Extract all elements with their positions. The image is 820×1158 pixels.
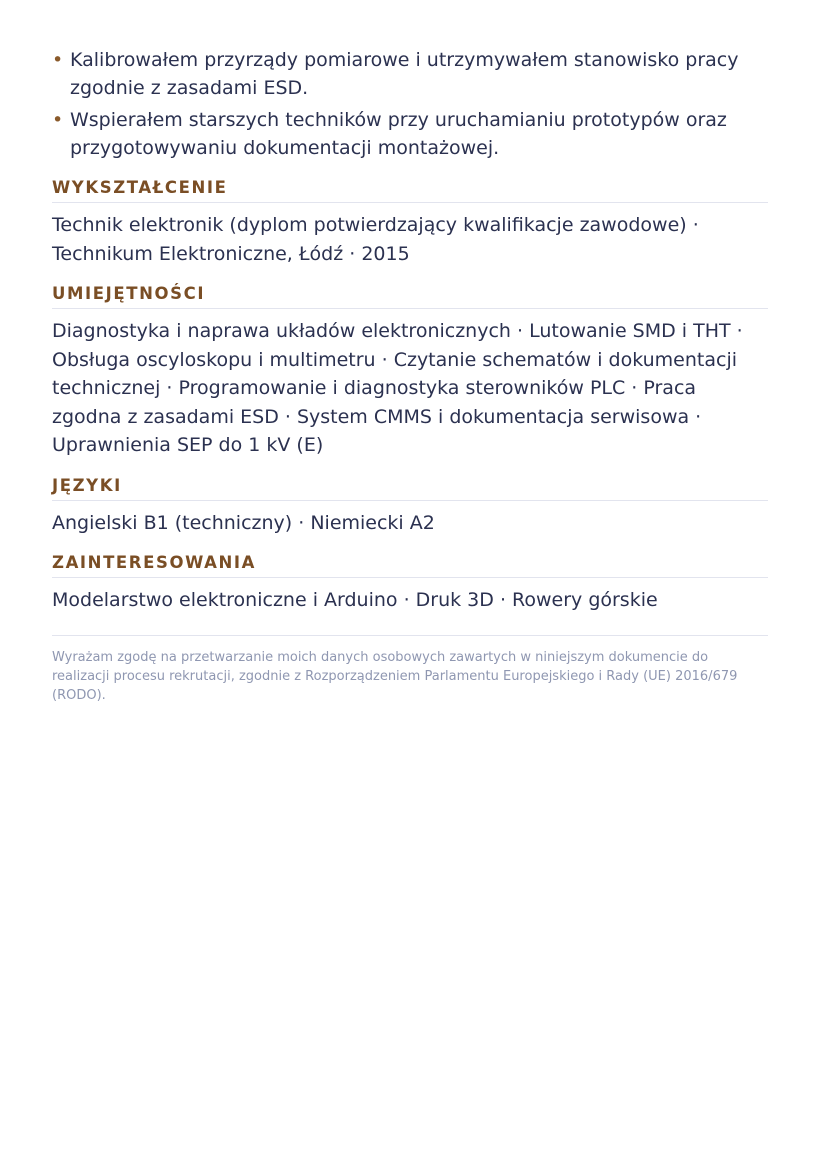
- skills-text: Diagnostyka i naprawa układów elektronicznych · Lutowanie SMD i THT · Obsługa oscyloskopu i multimetru · Czytanie schematów i dokumentacji technicznej · Programowanie i diagnostyka sterowników PLC · Praca zgodna z zasadami ESD · System CMMS i dokumentacja serwisowa · Uprawnienia SEP do 1 kV (E): [52, 320, 743, 456]
- languages-section: [52, 476, 768, 538]
- education-section: [52, 178, 768, 268]
- experience-bullet-text: Wspierałem starszych techników przy uruchamianiu prototypów oraz przygotowywaniu dokumentacji montażowej.: [70, 109, 727, 159]
- education-text: Technik elektronik (dyplom potwierdzający kwalifikacje zawodowe) · Technikum Elektroniczne, Łódź · 2015: [52, 214, 699, 265]
- experience-bullet-text: Kalibrowałem przyrządy pomiarowe i utrzymywałem stanowisko pracy zgodnie z zasadami ESD.: [70, 49, 739, 99]
- experience-bullet: [52, 106, 768, 162]
- bullet-icon: •: [52, 109, 64, 131]
- languages-heading: JĘZYKI: [52, 476, 768, 501]
- bullet-icon: •: [52, 49, 64, 71]
- experience-bullet: [52, 46, 768, 102]
- gdpr-consent-clause: Wyrażam zgodę na przetwarzanie moich danych osobowych zawartych w niniejszym dokumencie do realizacji procesu rekrutacji, zgodnie z Rozporządzeniem Parlamentu Europejskiego i Rady (UE) 2016/679 (RODO).: [52, 635, 768, 705]
- skills-section: [52, 284, 768, 460]
- languages-text: Angielski B1 (techniczny) · Niemiecki A2: [52, 511, 435, 534]
- interests-text: Modelarstwo elektroniczne i Arduino · Druk 3D · Rowery górskie: [52, 589, 658, 611]
- education-heading: WYKSZTAŁCENIE: [52, 178, 768, 203]
- skills-heading: UMIEJĘTNOŚCI: [52, 284, 768, 309]
- experience-bullet-list: [52, 46, 768, 162]
- interests-section: [52, 553, 768, 615]
- interests-heading: ZAINTERESOWANIA: [52, 553, 768, 578]
